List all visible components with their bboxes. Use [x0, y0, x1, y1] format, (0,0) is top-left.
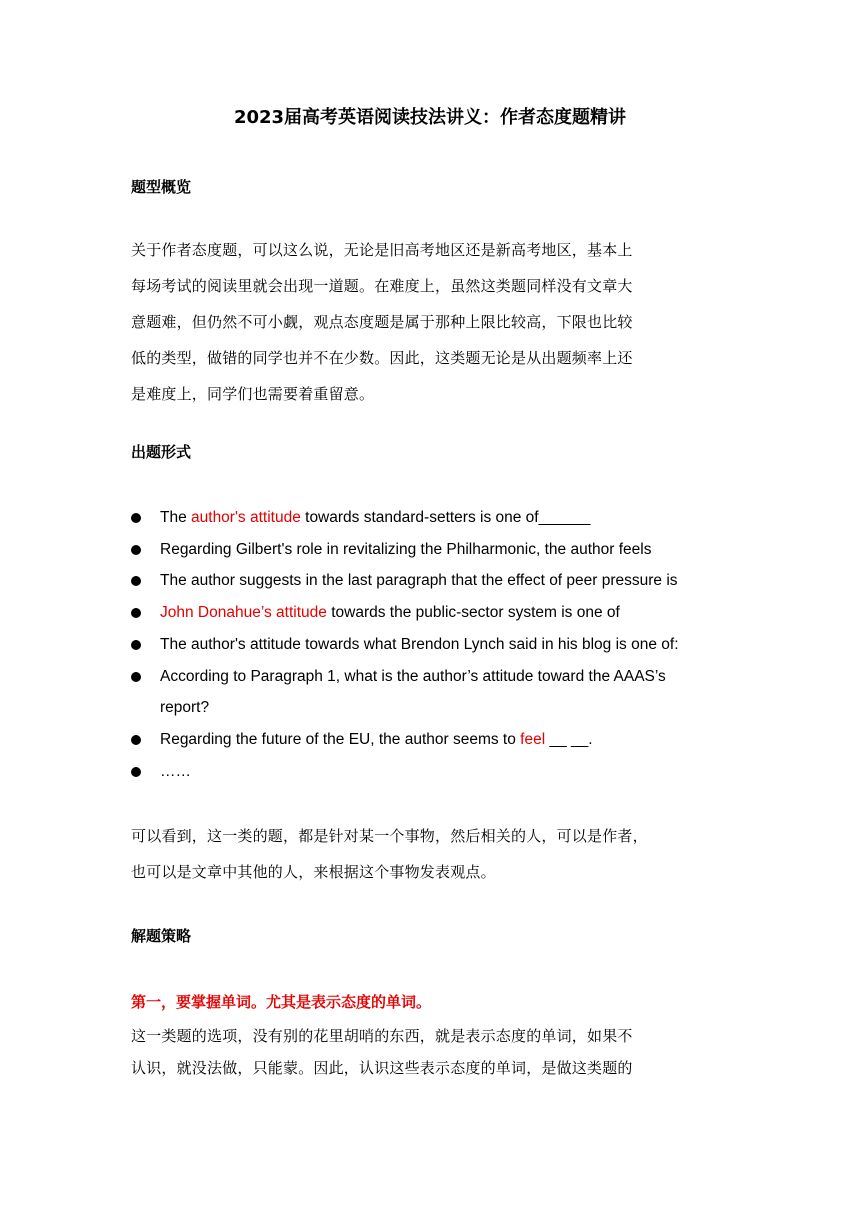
- item-highlight: feel: [520, 730, 546, 748]
- list-item: [131, 661, 731, 724]
- paragraph-line: 关于作者态度题，可以这么说，无论是旧高考地区还是新高考地区，基本上: [131, 241, 633, 259]
- item-text: According to Paragraph 1, what is the author’s attitude toward the AAAS’s: [160, 667, 666, 685]
- item-text: Regarding Gilbert's role in revitalizing the Philharmonic, the author feels: [160, 540, 652, 558]
- bullet-icon: [131, 672, 141, 682]
- paragraph-line: 是难度上，同学们也需要着重留意。: [131, 385, 375, 403]
- paragraph-line: 每场考试的阅读里就会出现一道题。在难度上，虽然这类题同样没有文章大: [131, 277, 633, 295]
- list-item: [131, 597, 731, 629]
- item-text: __ __.: [545, 730, 593, 748]
- section-heading-question-forms: 出题形式: [131, 443, 192, 461]
- bullet-icon: [131, 513, 141, 523]
- paragraph-line: 认识，就没法做，只能蒙。因此，认识这些表示态度的单词，是做这类题的: [131, 1059, 633, 1077]
- item-text: The author's attitude towards what Brendon Lynch said in his blog is one of:: [160, 635, 679, 653]
- bullet-icon: [131, 640, 141, 650]
- item-text: The: [160, 509, 192, 526]
- strategy-point-title: 第一，要掌握单词。尤其是表示态度的单词。: [131, 993, 432, 1011]
- item-highlight: John Donahue’s attitude: [160, 604, 327, 622]
- list-item: [131, 724, 731, 756]
- paragraph-line: 低的类型，做错的同学也并不在少数。因此，这类题无论是从出题频率上还: [131, 349, 633, 367]
- list-item: [131, 565, 731, 597]
- section-heading-strategy: 解题策略: [131, 927, 192, 945]
- bullet-icon: [131, 735, 141, 745]
- item-text: The author suggests in the last paragraph that the effect of peer pressure is: [160, 572, 678, 590]
- item-text: Regarding the future of the EU, the author seems to: [160, 730, 521, 748]
- item-highlight: author's attitude: [191, 509, 301, 526]
- overview-paragraph: [131, 232, 729, 412]
- list-item: [131, 629, 731, 661]
- list-item: [131, 534, 731, 566]
- summary-paragraph: [131, 818, 729, 890]
- item-text: towards standard-setters is one of______: [300, 509, 591, 526]
- bullet-icon: [131, 608, 141, 618]
- question-form-list: [131, 502, 731, 787]
- paragraph-line: 意题难，但仍然不可小觑，观点态度题是属于那种上限比较高，下限也比较: [131, 313, 633, 331]
- paragraph-line: 可以看到，这一类的题，都是针对某一个事物，然后相关的人，可以是作者，: [131, 827, 648, 845]
- item-text: ……: [160, 762, 191, 780]
- list-item: [131, 502, 731, 534]
- bullet-icon: [131, 767, 141, 777]
- item-text: towards the public-sector system is one of: [326, 604, 620, 622]
- section-heading-overview: 题型概览: [131, 178, 192, 196]
- paragraph-line: 也可以是文章中其他的人，来根据这个事物发表观点。: [131, 863, 496, 881]
- document-title: 2023届高考英语阅读技法讲义：作者态度题精讲: [233, 107, 627, 128]
- list-item: [131, 756, 731, 788]
- paragraph-line: 这一类题的选项，没有别的花里胡哨的东西，就是表示态度的单词，如果不: [131, 1027, 633, 1045]
- strategy-paragraph: [131, 1020, 729, 1084]
- item-continuation: report?: [160, 699, 210, 717]
- bullet-icon: [131, 545, 141, 555]
- bullet-icon: [131, 576, 141, 586]
